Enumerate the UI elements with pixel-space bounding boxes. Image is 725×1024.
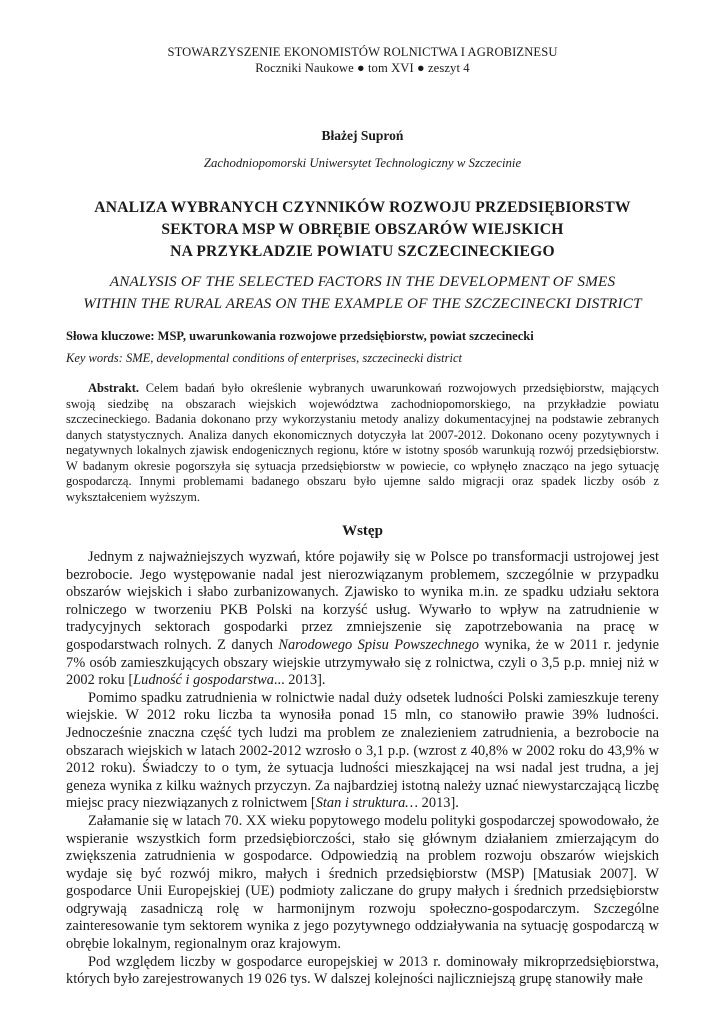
keywords-english: Key words: SME, developmental conditions of enterprises, szczecinecki district [66,351,462,365]
abstract [66,381,659,505]
paper-page [66,44,659,989]
journal-issue: Roczniki Naukowe ● tom XVI ● zeszyt 4 [255,61,470,75]
journal-header [66,44,659,76]
paragraph-text: Jednym z najważniejszych wyzwań, które pojawiły się w Polsce po transformacji ustrojowej jest bezrobocie. Jego występowanie nadal jest nierozwiązanym problemem, szczególnie w przypadku obszarów wiejskich i słabo zurbanizowanych. Zjawisko to wynika m.in. ze spadku udziału sektora rolniczego w tworzeniu PKB Polski na korzyść usług. Wywarło to wpływ na zatrudnienie w tradycyjnych sektorach gospodarki przez zmniejszenie się zapotrzebowania na pracę w gospodarstwach rolnych. Z danych [66,549,659,653]
title-en-line: WITHIN THE RURAL AREAS ON THE EXAMPLE OF THE SZCZECINECKI DISTRICT [83,294,642,312]
title-pl-line: SEKTORA MSP W OBRĘBIE OBSZARÓW WIEJSKICH [161,221,564,238]
paragraph [66,690,659,813]
citation: Narodowego Spisu Powszechnego [278,636,480,653]
author-affiliation: Zachodniopomorski Uniwersytet Technologiczny w Szczecinie [203,156,522,170]
organization-name: STOWARZYSZENIE EKONOMISTÓW ROLNICTWA I AGROBIZNESU [167,45,558,59]
citation: Stan i struktura… [315,795,419,812]
paragraph-text: Pomimo spadku zatrudnienia w rolnictwie nadal duży odsetek ludności Polski zamieszkuje tereny wiejskie. W 2012 roku liczba ta wynosiła ponad 15 mln, co stanowiło prawie 39% ludności. Jednocześnie znaczna część tych ludzi ma problem ze znalezieniem zatrudnienia, a bezrobocie na obszarach wiejskich w latach 2002-2012 wzrosło o 3,1 p.p. (wzrost z 40,8% w 2002 roku do 43,9% w 2012 roku). Świadczy to o tym, że sytuacja ludności mieszkającej na wsi nadal jest trudna, a jej geneza wynika z kilku ważnych przyczyn. Za najbardziej istotną należy uznać niewystarczającą liczbę miejsc pracy niezwiązanych z rolnictwem [ [66,689,659,812]
abstract-text: Celem badań było określenie wybranych uwarunkowań rozwojowych przedsiębiorstw, mających swoją siedzibę na obszarach wiejskich województwa zachodniopomorskiego, na przykładzie powiatu szczecineckiego. Badania dokonano przy wykorzystaniu metody analizy dokumentacyjnej na podstawie zebranych danych statystycznych. Analiza danych ekonomicznych dotyczyła lat 2007-2012. Dokonano oceny pozytywnych i negatywnych lokalnych zjawisk endogenicznych regionu, które w istotny sposób warunkują rozwój przedsiębiorstw. W badanym okresie pogorszyła się sytuacja przedsiębiorstw w powiecie, co wpłynęło znacząco na jego sytuację gospodarczą. Innymi problemami badanego obszaru było ujemne saldo migracji oraz spadek liczby osób z wykształceniem wyższym. [66,381,660,504]
title-english [66,271,659,314]
body-text [66,549,659,989]
paragraph: Pod względem liczby w gospodarce europejskiej w 2013 r. dominowały mikroprzedsiębiorstwa, których było zarejestrowanych 19 026 tys. W dalszej kolejności najliczniejszą grupę stanowiły małe [66,953,659,988]
title-en-line: ANALYSIS OF THE SELECTED FACTORS IN THE DEVELOPMENT OF SMES [109,273,616,290]
keywords-polish: Słowa kluczowe: MSP, uwarunkowania rozwojowe przedsiębiorstw, powiat szczecinecki [66,329,534,343]
title-pl-line: ANALIZA WYBRANYCH CZYNNIKÓW ROZWOJU PRZEDSIĘBIORSTW [94,199,631,216]
section-heading: Wstęp [342,523,383,539]
paragraph-text: ... 2013]. [273,672,326,689]
paragraph: Załamanie się w latach 70. XX wieku popytowego modelu polityki gospodarczej spowodowało, że wspieranie wszystkich form przedsiębiorczości, stało się głównym działaniem zmierzającym do zwiększenia zatrudnienia w gospodarce. Odpowiedzią na problem rozwoju obszarów wiejskich wydaje się być rozwój mikro, małych i średnich przedsiębiorstw (MSP) [Matusiak 2007]. W gospodarce Unii Europejskiej (UE) podmioty zaliczane do grupy małych i średnich przedsiębiorstw odgrywają zasadniczą rolę w harmonijnym rozwoju społeczno-gospodarczym. Szczególne zainteresowanie tym sektorem wynika z jego pozytywnego oddziaływania na sytuację gospodarczą w obrębie lokalnym, regionalnym oraz krajowym. [66,812,659,953]
title-polish [66,197,659,263]
citation: Ludność i gospodarstwa [133,672,274,689]
paragraph [66,549,659,690]
paragraph-text: wynika, że w 2011 r. jedynie 7% osób zamieszkujących obszary wiejskie utrzymywało się z rolnictwa, czyli o 3,5 p.p. mniej niż w 2002 roku [ [66,636,659,689]
title-pl-line: NA PRZYKŁADZIE POWIATU SZCZECINECKIEGO [170,243,555,260]
author-name: Błażej Suproń [321,128,404,143]
abstract-label: Abstrakt. [88,381,140,395]
paragraph-text: 2013]. [418,795,459,812]
